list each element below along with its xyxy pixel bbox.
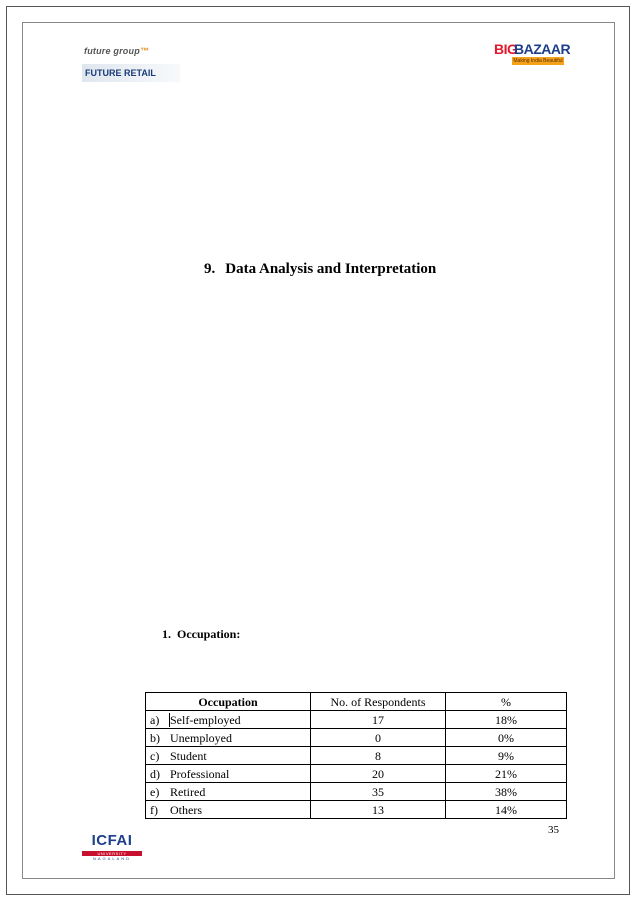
occupation-cell (146, 783, 311, 801)
table-row (146, 801, 567, 819)
big-bazaar-tagline: Making India Beautiful (513, 58, 563, 64)
row-letter: c) (150, 748, 160, 763)
occupation-table (145, 692, 567, 819)
occupation-label: Unemployed (170, 730, 232, 745)
subsection-number: 1. (162, 627, 171, 641)
respondents-cell: 35 (311, 783, 446, 801)
occupation-label: Others (170, 802, 202, 817)
table-header-row (146, 693, 567, 711)
percent-cell: 18% (446, 711, 567, 729)
respondents-cell: 13 (311, 801, 446, 819)
future-group-logo: future group™ (84, 46, 150, 56)
percent-cell: 38% (446, 783, 567, 801)
subsection-title: Occupation: (177, 627, 241, 641)
row-letter: d) (150, 766, 160, 781)
future-retail-logo (82, 64, 180, 82)
respondents-cell: 8 (311, 747, 446, 765)
future-group-logo-text: future group (84, 46, 140, 56)
respondents-cell: 0 (311, 729, 446, 747)
table-row (146, 729, 567, 747)
respondents-cell: 20 (311, 765, 446, 783)
icfai-logo-bar: UNIVERSITY (82, 851, 142, 856)
icfai-logo (82, 831, 142, 861)
subsection-heading (162, 627, 240, 642)
occupation-label: Retired (170, 784, 206, 799)
table-row (146, 783, 567, 801)
section-heading (204, 261, 436, 278)
percent-cell: 9% (446, 747, 567, 765)
big-bazaar-logo (494, 41, 571, 65)
section-title: Data Analysis and Interpretation (225, 261, 437, 277)
occupation-cell (146, 711, 311, 729)
occupation-cell (146, 747, 311, 765)
occupation-label: Professional (170, 766, 230, 781)
icfai-logo-text: ICFAI (91, 832, 133, 849)
row-letter: a) (150, 712, 160, 727)
occupation-label: Self-employed (170, 712, 241, 727)
occupation-cell (146, 729, 311, 747)
big-bazaar-logo-bazaar: BAZAAR (514, 41, 571, 57)
row-letter: b) (150, 730, 160, 745)
row-letter: f) (150, 802, 158, 817)
percent-cell: 0% (446, 729, 567, 747)
future-retail-logo-text: FUTURE RETAIL (85, 68, 156, 78)
header-occupation: Occupation (146, 693, 311, 711)
percent-cell: 21% (446, 765, 567, 783)
table-row (146, 765, 567, 783)
header-percent: % (446, 693, 567, 711)
occupation-cell (146, 765, 311, 783)
occupation-label: Student (170, 748, 207, 763)
table-row (146, 711, 567, 729)
icfai-logo-sub: NAGALAND (92, 856, 131, 861)
header-respondents: No. of Respondents (311, 693, 446, 711)
section-number: 9. (204, 261, 216, 277)
page-number: 35 (548, 824, 559, 836)
occupation-cell (146, 801, 311, 819)
big-bazaar-logo-big: BIG (494, 41, 518, 57)
respondents-cell: 17 (311, 711, 446, 729)
percent-cell: 14% (446, 801, 567, 819)
table-row (146, 747, 567, 765)
row-letter: e) (150, 784, 160, 799)
